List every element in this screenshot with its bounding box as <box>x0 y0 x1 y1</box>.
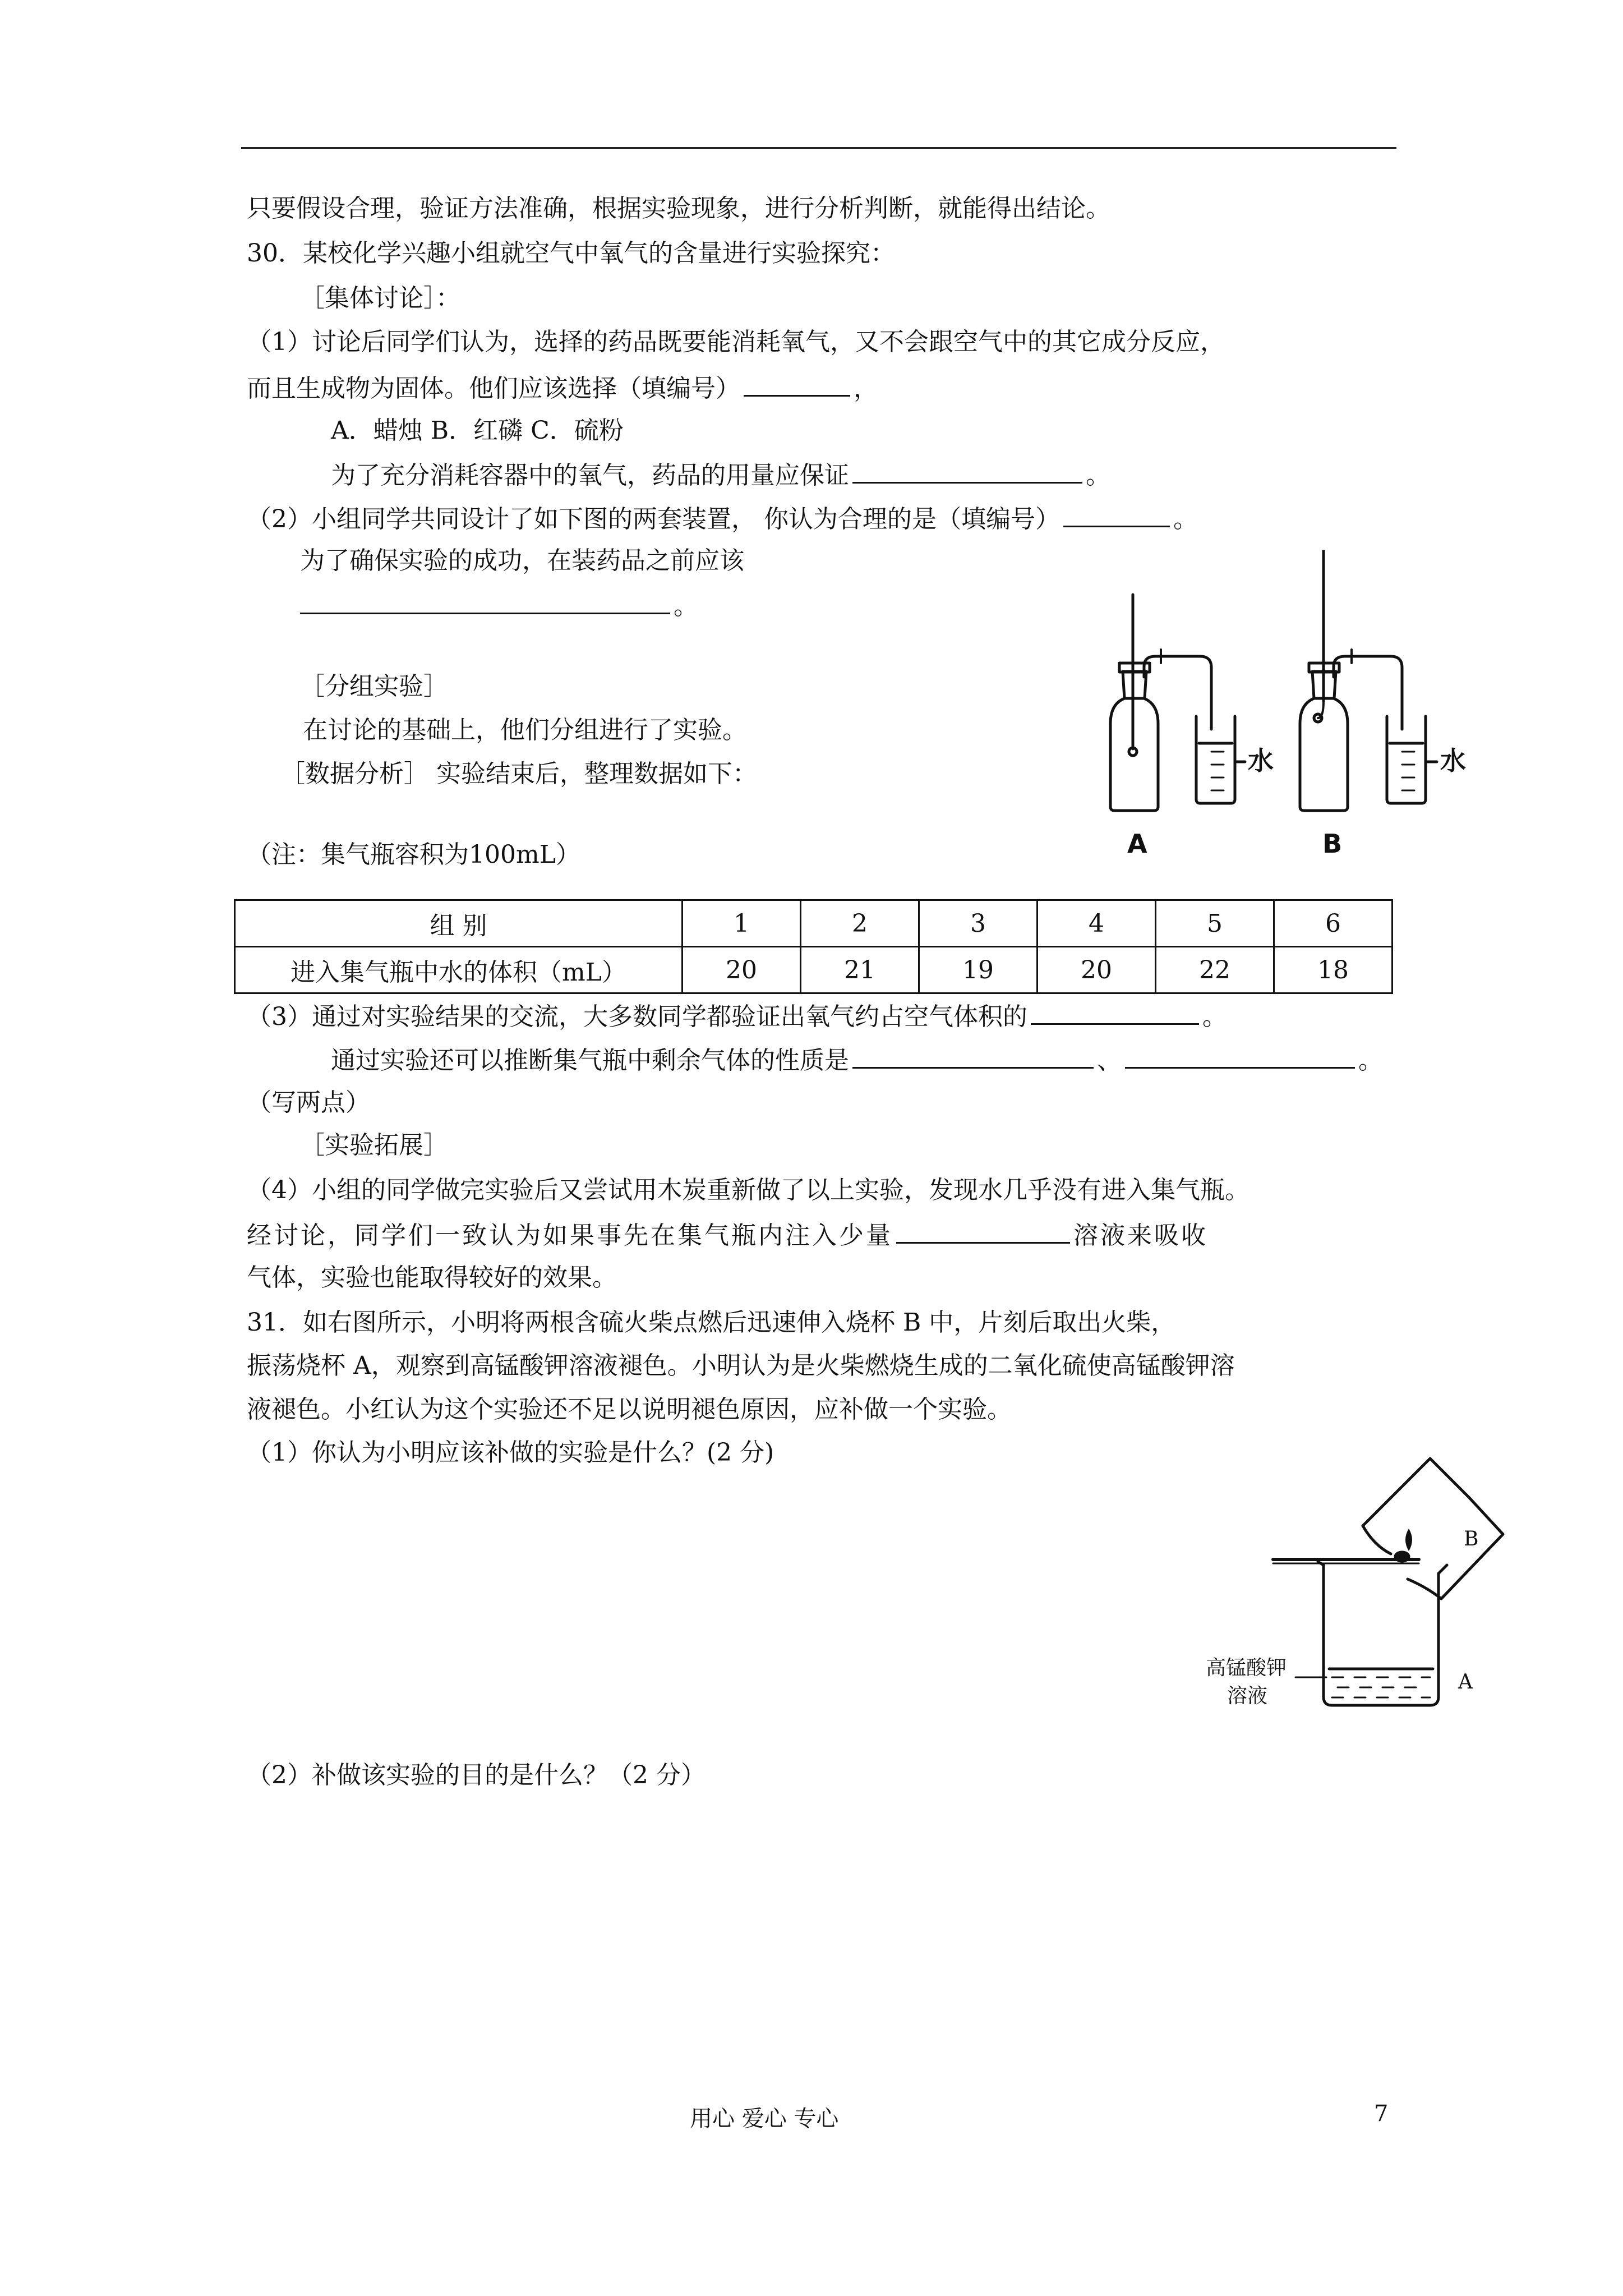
apparatus-b <box>1300 551 1437 811</box>
answer-blank[interactable] <box>896 1217 1070 1244</box>
q30-part4-line1: （4）小组的同学做完实验后又尝试用木炭重新做了以上实验，发现水几乎没有进入集气瓶。 <box>247 1176 1249 1204</box>
q30-part3-line3: （写两点） <box>247 1088 370 1117</box>
q30-extension-heading: ［实验拓展］ <box>300 1131 448 1159</box>
q31-line3: 液褪色。小红认为这个实验还不足以说明褪色原因，应补做一个实验。 <box>247 1395 1012 1424</box>
beaker-b <box>1363 1458 1503 1599</box>
answer-blank[interactable] <box>1125 1042 1355 1069</box>
q30-part1-line3: 为了充分消耗容器中的氧气，药品的用量应保证 。 <box>331 457 1110 493</box>
table-header-row <box>235 900 1393 947</box>
q30-part2-line3: 。 <box>300 588 698 623</box>
q30-options: A．蜡烛 B．红磷 C．硫粉 <box>331 416 624 445</box>
beaker-figure <box>1206 1447 1514 1739</box>
q31-line1: 31．如右图所示，小明将两根含硫火柴点燃后迅速伸入烧杯 B 中，片刻后取出火柴， <box>247 1308 1176 1337</box>
apparatus-b-label: B <box>1322 829 1343 859</box>
apparatus-figure <box>1077 550 1503 864</box>
flame-icon <box>1405 1529 1412 1551</box>
table-cell: 22 <box>1156 947 1274 993</box>
q30-title: 30．某校化学兴趣小组就空气中氧气的含量进行实验探究： <box>247 239 895 268</box>
q30-part4-line3: 气体，实验也能取得较好的效果。 <box>247 1263 617 1292</box>
q30-discussion-heading: ［集体讨论］： <box>300 284 460 312</box>
q30-group-heading: ［分组实验］ <box>300 672 448 701</box>
table-row <box>235 947 1393 993</box>
q30-note: （注：集气瓶容积为100mL） <box>247 840 580 869</box>
q30-analysis-text: ［数据分析］ 实验结束后，整理数据如下： <box>280 760 757 788</box>
q30-part2-line1: （2）小组同学共同设计了如下图的两套装置， 你认为合理的是（填编号） 。 <box>247 501 1198 536</box>
answer-blank[interactable] <box>300 588 670 614</box>
solution-label-line1: 高锰酸钾 <box>1206 1657 1287 1680</box>
q31-line2: 振荡烧杯 A，观察到高锰酸钾溶液褪色。小明认为是火柴燃烧生成的二氧化硫使高锰酸钾溶 <box>247 1351 1235 1380</box>
apparatus-a-label: A <box>1127 829 1147 859</box>
beaker-a-label: A <box>1458 1671 1473 1694</box>
table-cell: 4 <box>1038 900 1156 947</box>
match-sticks <box>1273 1552 1419 1563</box>
table-cell: 2 <box>801 900 919 947</box>
table-cell: 6 <box>1274 900 1393 947</box>
table-cell: 3 <box>919 900 1038 947</box>
q30-part2-line2: 为了确保实验的成功，在装药品之前应该 <box>300 546 744 575</box>
q30-part3-line2: 通过实验还可以推断集气瓶中剩余气体的性质是 、 。 <box>331 1042 1383 1078</box>
q30-part1-line1: （1）讨论后同学们认为，选择的药品既要能消耗氧气，又不会跟空气中的其它成分反应， <box>247 328 1225 356</box>
answer-blank[interactable] <box>852 457 1082 484</box>
table-cell: 20 <box>1038 947 1156 993</box>
beaker-b-label: B <box>1464 1527 1479 1550</box>
table-cell: 18 <box>1274 947 1393 993</box>
apparatus-a <box>1110 595 1245 811</box>
table-cell: 19 <box>919 947 1038 993</box>
beaker-a <box>1295 1562 1447 1705</box>
water-label-a: 水 <box>1248 746 1274 776</box>
page-number: 7 <box>1374 2101 1389 2127</box>
header-rule <box>241 147 1396 149</box>
answer-blank[interactable] <box>852 1042 1094 1069</box>
data-table <box>234 899 1393 994</box>
table-cell: 21 <box>801 947 919 993</box>
q30-part3-line1: （3）通过对实验结果的交流，大多数同学都验证出氧气约占空气体积的 。 <box>247 999 1227 1034</box>
table-header-label: 组 别 <box>235 900 683 947</box>
intro-line: 只要假设合理，验证方法准确，根据实验现象，进行分析判断，就能得出结论。 <box>247 194 1110 223</box>
table-row-label: 进入集气瓶中水的体积（mL） <box>235 947 683 993</box>
table-cell: 5 <box>1156 900 1274 947</box>
q31-part2: （2）补做该实验的目的是什么？（2 分） <box>247 1761 706 1789</box>
answer-blank[interactable] <box>1063 501 1170 527</box>
table-cell: 1 <box>683 900 801 947</box>
q30-group-text: 在讨论的基础上，他们分组进行了实验。 <box>303 716 747 744</box>
q30-part1-line2: 而且生成物为固体。他们应该选择（填编号） ， <box>247 370 878 406</box>
answer-blank[interactable] <box>1031 999 1199 1025</box>
q30-part4-line2: 经讨论，同学们一致认为如果事先在集气瓶内注入少量 溶液来吸收 <box>247 1217 1208 1253</box>
water-label-b: 水 <box>1440 746 1466 776</box>
q31-part1: （1）你认为小明应该补做的实验是什么？(2 分) <box>247 1438 774 1467</box>
solution-label-line2: 溶液 <box>1227 1685 1268 1708</box>
answer-blank[interactable] <box>744 370 850 397</box>
table-cell: 20 <box>683 947 801 993</box>
footer-motto: 用心 爱心 专心 <box>690 2106 839 2132</box>
